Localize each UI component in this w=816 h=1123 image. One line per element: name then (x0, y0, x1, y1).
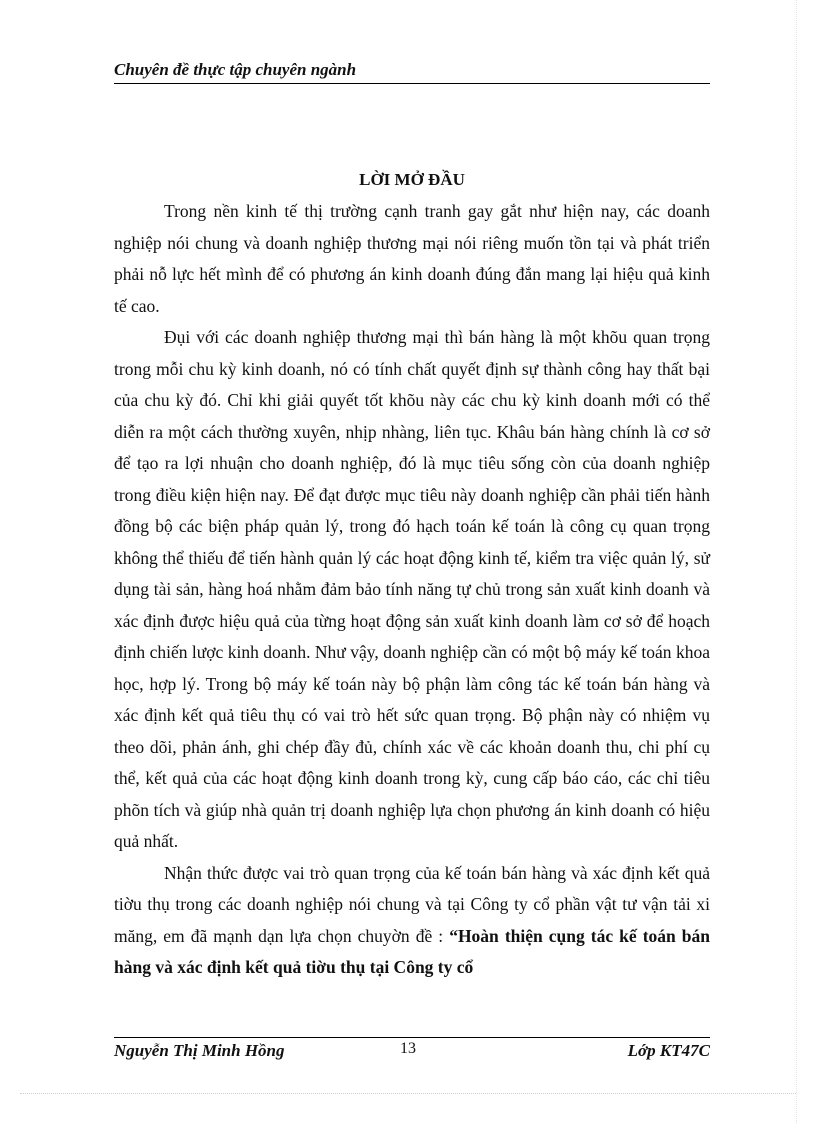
footer-divider (114, 1037, 710, 1038)
thesis-title: “Hoàn thiện cụng tác kế toán bán hàng và xác định kết quả tiờu thụ tại Công ty cổ (114, 925, 711, 977)
footer-class: Lớp KT47C (627, 1041, 710, 1060)
footer-author: Nguyễn Thị Minh Hồng (114, 1041, 285, 1060)
page-boundary-vertical (796, 0, 797, 1123)
header-divider (114, 83, 710, 84)
paragraph-main: Đụi với các doanh nghiệp thương mại thì bán hàng là một khõu quan trọng trong mỗi chu kỳ kinh doanh, nó có tính chất quyết định sự thành công hay thất bại của chu kỳ đó. Chỉ khi giải quyết tốt khõu này các chu kỳ kinh doanh mới có thể diễn ra một cách thường xuyên, nhịp nhàng, liên tục. Khâu bán hàng chính là cơ sở để tạo ra lợi nhuận cho doanh nghiệp, đó là mục tiêu sống còn của doanh nghiệp trong điều kiện hiện nay. Để đạt được mục tiêu này doanh nghiệp cần phải tiến hành đồng bộ các biện pháp quản lý, trong đó hạch toán kế toán là công cụ quan trọng không thể thiếu để tiến hành quản lý các hoạt động kinh tế, kiểm tra việc quản lý, sử dụng tài sản, hàng hoá nhằm đảm bảo tính năng tự chủ trong sản xuất kinh doanh và xác định được hiệu quả của từng hoạt động sản xuất kinh doanh làm cơ sở để hoạch định chiến lược kinh doanh. Như vậy, doanh nghiệp cần có một bộ máy kế toán khoa học, hợp lý. Trong bộ máy kế toán này bộ phận làm công tác kế toán bán hàng và xác định kết quả tiêu thụ có vai trò hết sức quan trọng. Bộ phận này có nhiệm vụ theo dõi, phản ánh, ghi chép đầy đủ, chính xác về các khoản doanh thu, chi phí cụ thể, kết quả của các hoạt động kinh doanh trong kỳ, cung cấp báo cáo, các chỉ tiêu phõn tích và giúp nhà quản trị doanh nghiệp lựa chọn phương án kinh doanh có hiệu quả nhất. (114, 327, 710, 851)
document-header: Chuyên đề thực tập chuyên ngành (114, 60, 357, 79)
paragraph-conclusion (114, 858, 710, 984)
page-boundary-line (20, 1093, 796, 1094)
page-title: LỜI MỞ ĐẦU (359, 170, 465, 189)
paragraph-conclusion-text: Nhận thức được vai trò quan trọng của kế toán bán hàng và xác định kết quả tiờu thụ trong các doanh nghiệp nói chung và tại Công ty cổ phần vật tư vận tải xi măng, em đã mạnh dạn lựa chọn chuyờn đề : (114, 862, 710, 946)
paragraph-intro: Trong nền kinh tế thị trường cạnh tranh gay gắt như hiện nay, các doanh nghiệp nói chung và doanh nghiệp thương mại nói riêng muốn tồn tại và phát triển phải nỗ lực hết mình để có phương án kinh doanh đúng đắn mang lại hiệu quả kinh tế cao. (114, 201, 710, 316)
page-number: 13 (400, 1040, 416, 1057)
body-text (114, 196, 710, 984)
